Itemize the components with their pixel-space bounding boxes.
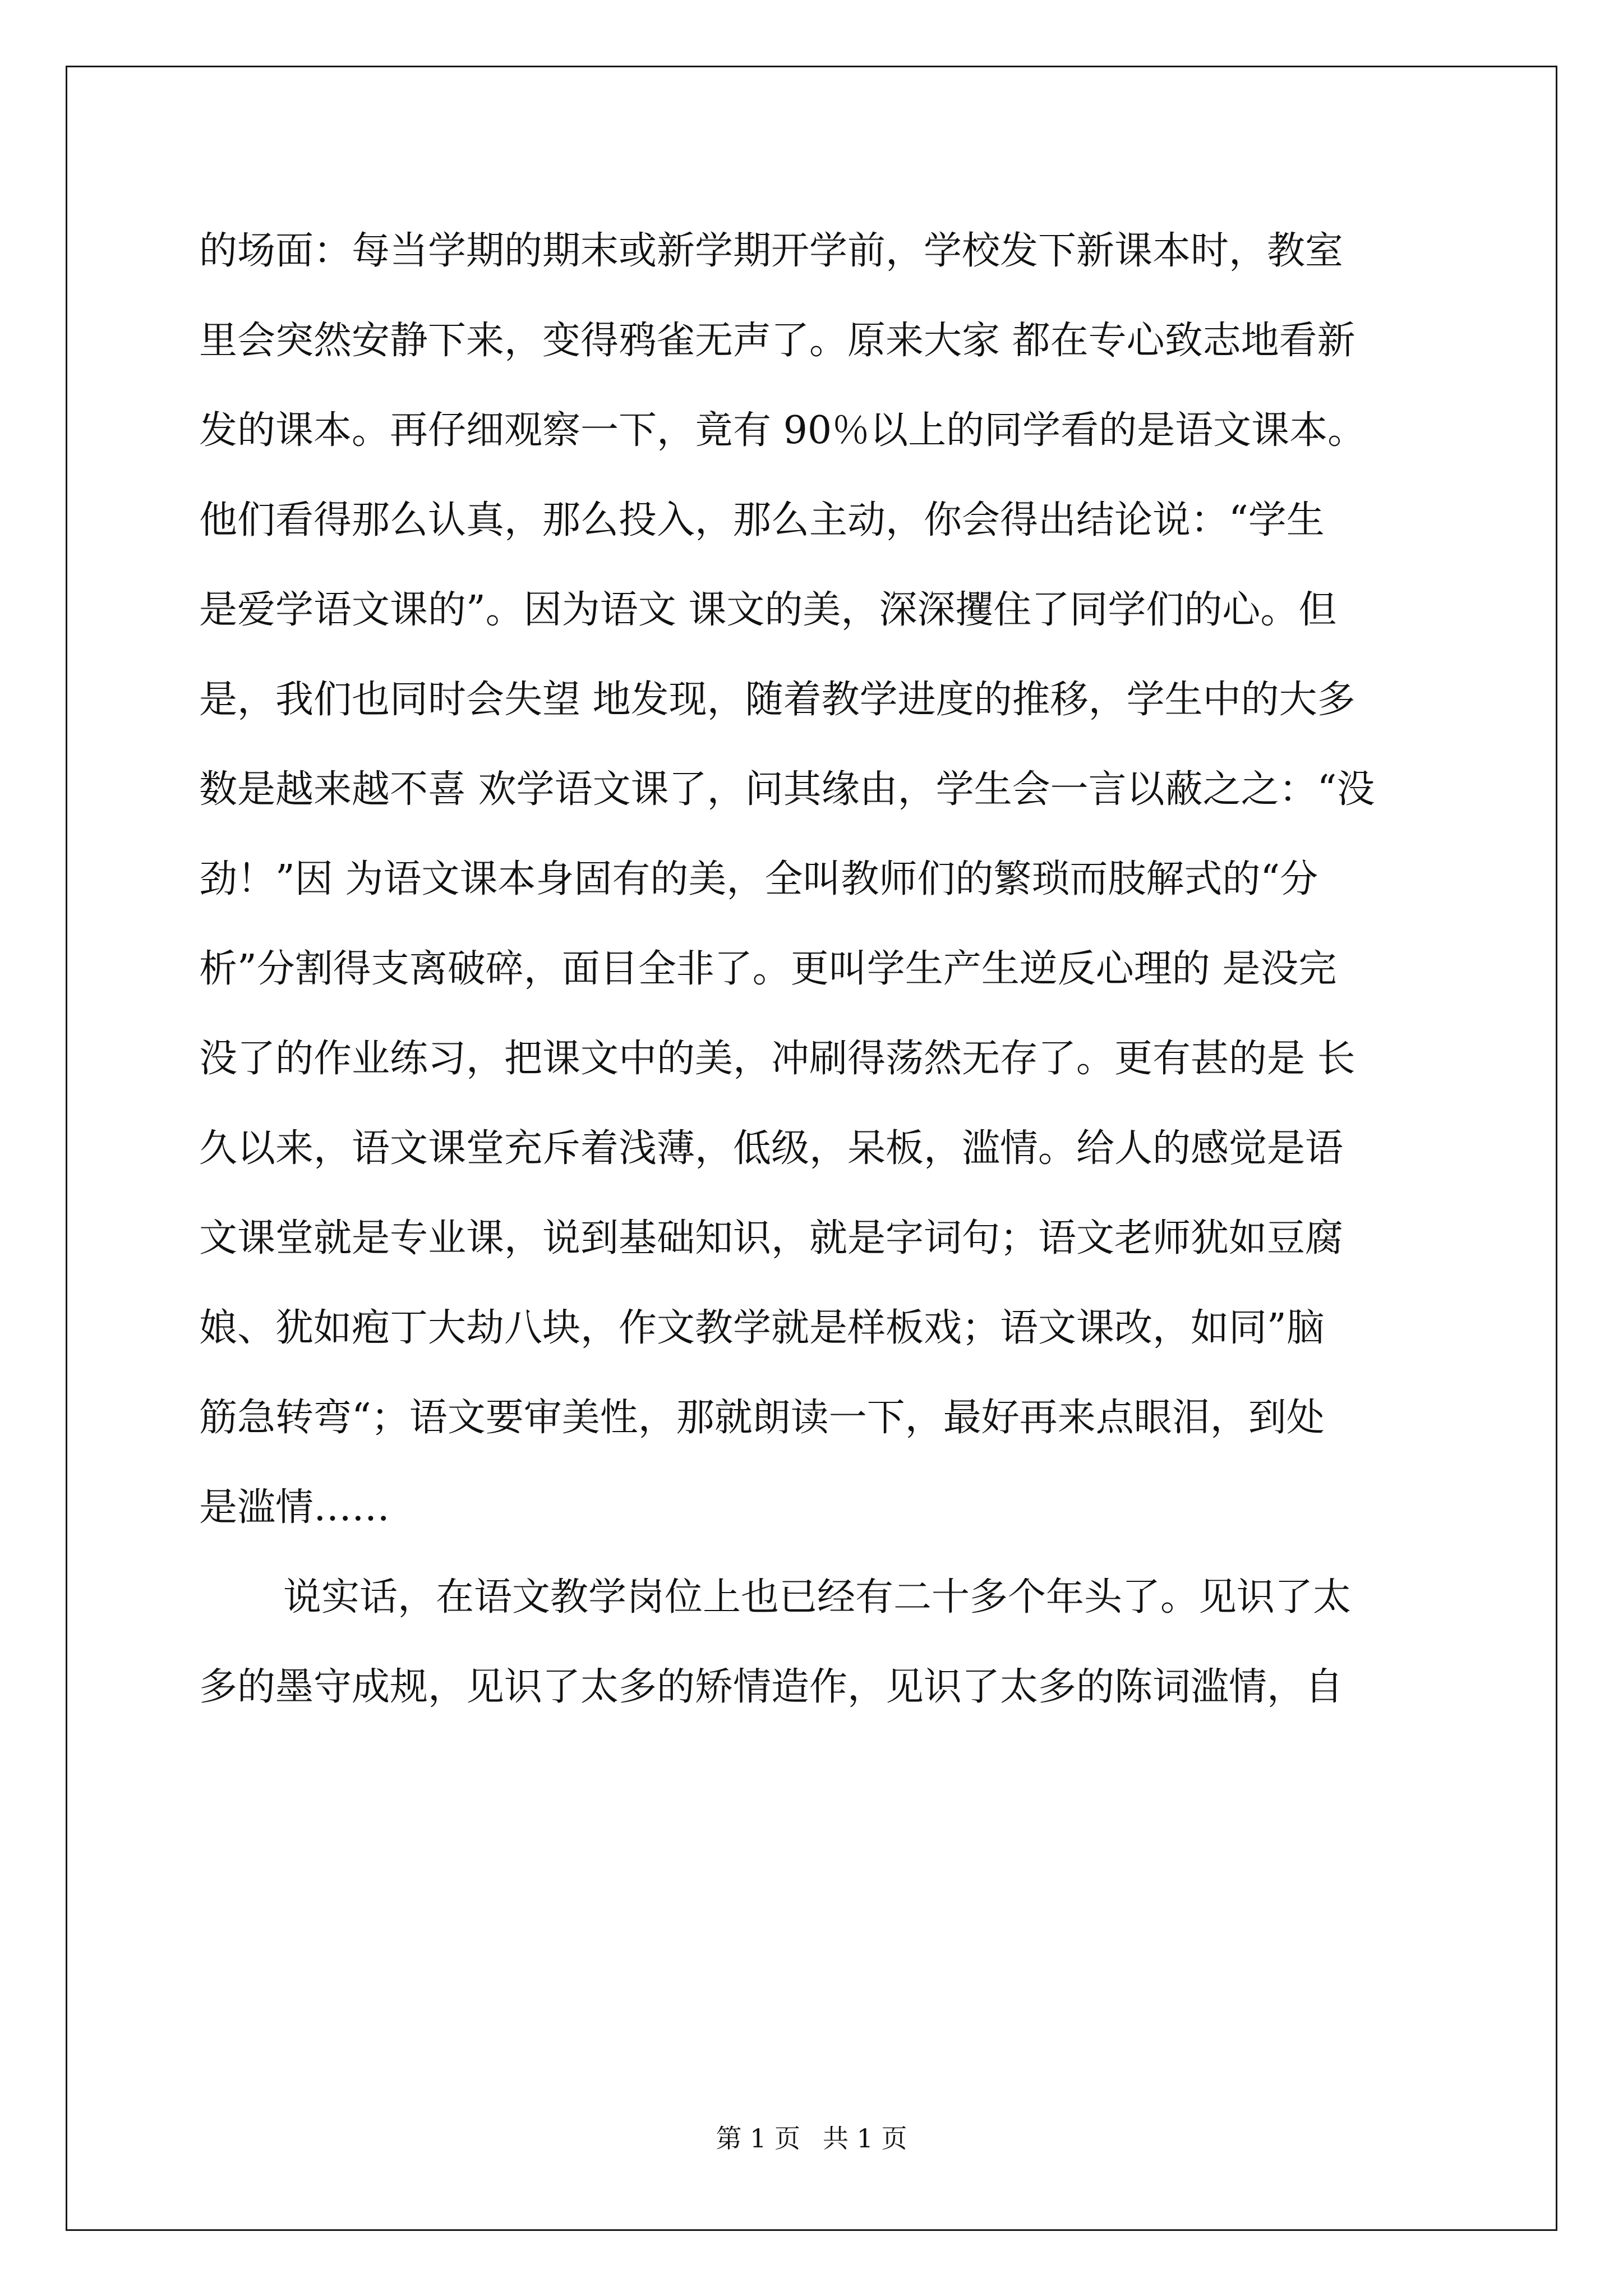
text-line: 数是越来越不喜 欢学语文课了，问其缘由，学生会一言以蔽之之：“没: [199, 767, 1375, 812]
text-line: 析”分割得支离破碎，面目全非了。更叫学生产生逆反心理的 是没完: [199, 947, 1337, 991]
paragraph-first-line: 说实话，在语文教学岗位上也已经有二十多个年头了。见识了太: [283, 1575, 1352, 1619]
text-line: 他们看得那么认真，那么投入，那么主动，你会得出结论说：“学生: [199, 498, 1325, 542]
text-line: 多的墨守成规，见识了太多的矫情造作，见识了太多的陈词滥情，自: [199, 1665, 1344, 1709]
text-line: 是爱学语文课的”。因为语文 课文的美，深深攫住了同学们的心。但: [199, 588, 1337, 632]
text-line: 娘、犹如疱丁大劫八块，作文教学就是样板戏；语文课改，如同”脑: [199, 1306, 1325, 1350]
text-line: 的场面：每当学期的期末或新学期开学前，学校发下新课本时，教室: [199, 229, 1344, 273]
text-line: 筋急转弯“；语文要审美性，那就朗读一下，最好再来点眼泪，到处: [199, 1396, 1325, 1440]
text-line: 里会突然安静下来，变得鸦雀无声了。原来大家 都在专心致志地看新: [199, 319, 1355, 363]
text-line: 是滥情……: [199, 1485, 390, 1530]
text-line: 发的课本。再仔细观察一下，竟有 90％以上的同学看的是语文课本。: [199, 408, 1366, 453]
page-number: 第 1 页: [716, 2123, 800, 2154]
text-line: 久以来，语文课堂充斥着浅薄，低级，呆板，滥情。给人的感觉是语: [199, 1126, 1344, 1171]
text-line: 是，我们也同时会失望 地发现，随着教学进度的推移，学生中的大多: [199, 678, 1355, 722]
page-footer: [0, 2122, 1623, 2155]
text-line: 劲！”因 为语文课本身固有的美，全叫教师们的繁琐而肢解式的“分: [199, 857, 1318, 901]
page-total: 共 1 页: [823, 2123, 907, 2154]
text-line: 没了的作业练习，把课文中的美，冲刷得荡然无存了。更有甚的是 长: [199, 1037, 1355, 1081]
text-line: 文课堂就是专业课，说到基础知识，就是字词句；语文老师犹如豆腐: [199, 1216, 1344, 1260]
document-body: [199, 219, 1433, 1745]
